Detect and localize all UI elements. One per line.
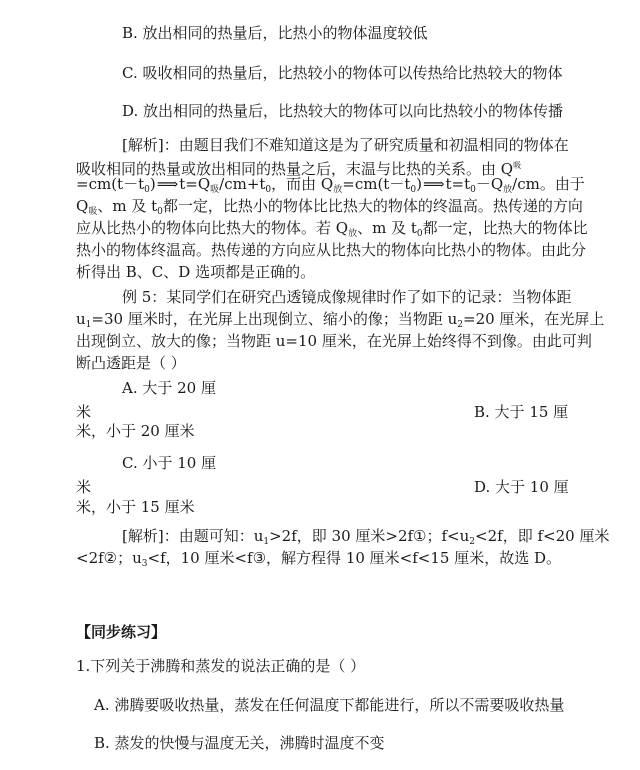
question-1-option-a: A. 沸腾要吸收热量，蒸发在任何温度下都能进行，所以不需要吸收热量 [94, 696, 565, 714]
example5-option-c: C. 小于 10 厘 [122, 454, 217, 472]
analysis1-line7: 析得出 B、C、D 选项都是正确的。 [76, 263, 316, 281]
implies-arrow-icon: ⟹ [156, 175, 179, 193]
example5-line2: $u_1=30$ 厘米时，在光屏上出现倒立、缩小的像；当物距 $u_2=20$ 厘米，在光屏上 [76, 310, 605, 330]
example5-option-a-cont: 米 [76, 403, 92, 421]
example5-option-b-cont: 米，小于 20 厘米 [76, 422, 195, 440]
example5-line4: 断凸透距是（ ） [76, 354, 186, 372]
option-d: D. 放出相同的热量后，比热较大的物体可以向比热较小的物体传播 [122, 102, 564, 120]
section-title: 【同步练习】 [76, 623, 167, 641]
analysis1-line2: 吸收相同的热量或放出相同的热量之后，末温与比热的关系。由 $Q^吸$ [76, 160, 522, 178]
option-b: B. 放出相同的热量后，比热小的物体温度较低 [122, 24, 428, 42]
analysis1-line5: 应从比热小的物体向比热大的物体。若 $Q_放$、m 及 $t_0$都一定，比热大的物体比 [76, 219, 588, 239]
analysis1-line6: 热小的物体终温高。热传递的方向应从比热大的物体向比热小的物体。由此分 [76, 241, 587, 259]
question-1: 1.下列关于沸腾和蒸发的说法正确的是（ ） [76, 657, 366, 675]
analysis1-line3: $=cm(t-t_0)⟹t=Q_吸/cm+t_0$，而由 $Q_放=cm(t-t_0)⟹t=t_0-Q_放/cm$。由于 [76, 175, 585, 195]
analysis2-line2: <2f②；$u_3<f$，10 厘米<f③，解方程得 10 厘米<f<15 厘米，故选 D。 [76, 549, 562, 569]
analysis1-line1: [解析]：由题目我们不难知道这是为了研究质量和初温相同的物体在 [122, 136, 569, 154]
example5-line3: 出现倒立、放大的像；当物距 u=10 厘米，在光屏上始终得不到像。由此可判 [76, 332, 592, 350]
question-1-option-b: B. 蒸发的快慢与温度无关，沸腾时温度不变 [94, 734, 385, 752]
example5-option-a: A. 大于 20 厘 [122, 379, 216, 397]
example5-option-c-cont: 米 [76, 478, 92, 496]
example5-option-b: B. 大于 15 厘 [474, 403, 569, 421]
example5-option-d-cont: 米，小于 15 厘米 [76, 498, 195, 516]
example5-line1: 例 5：某同学们在研究凸透镜成像规律时作了如下的记录：当物体距 [122, 288, 572, 306]
analysis1-line4: $Q_吸$、m 及 $t_0$都一定，比热小的物体比比热大的物体的终温高。热传递的方向 [76, 197, 583, 217]
implies-arrow-icon: ⟹ [422, 175, 445, 193]
example5-option-d: D. 大于 10 厘 [474, 478, 569, 496]
analysis2-line1: [解析]：由题可知：$u_1>2f$，即 30 厘米>2f①；$f<u_2<2f$，即 f<20 厘米 [122, 527, 610, 547]
option-c: C. 吸收相同的热量后，比热较小的物体可以传热给比热较大的物体 [122, 64, 563, 82]
